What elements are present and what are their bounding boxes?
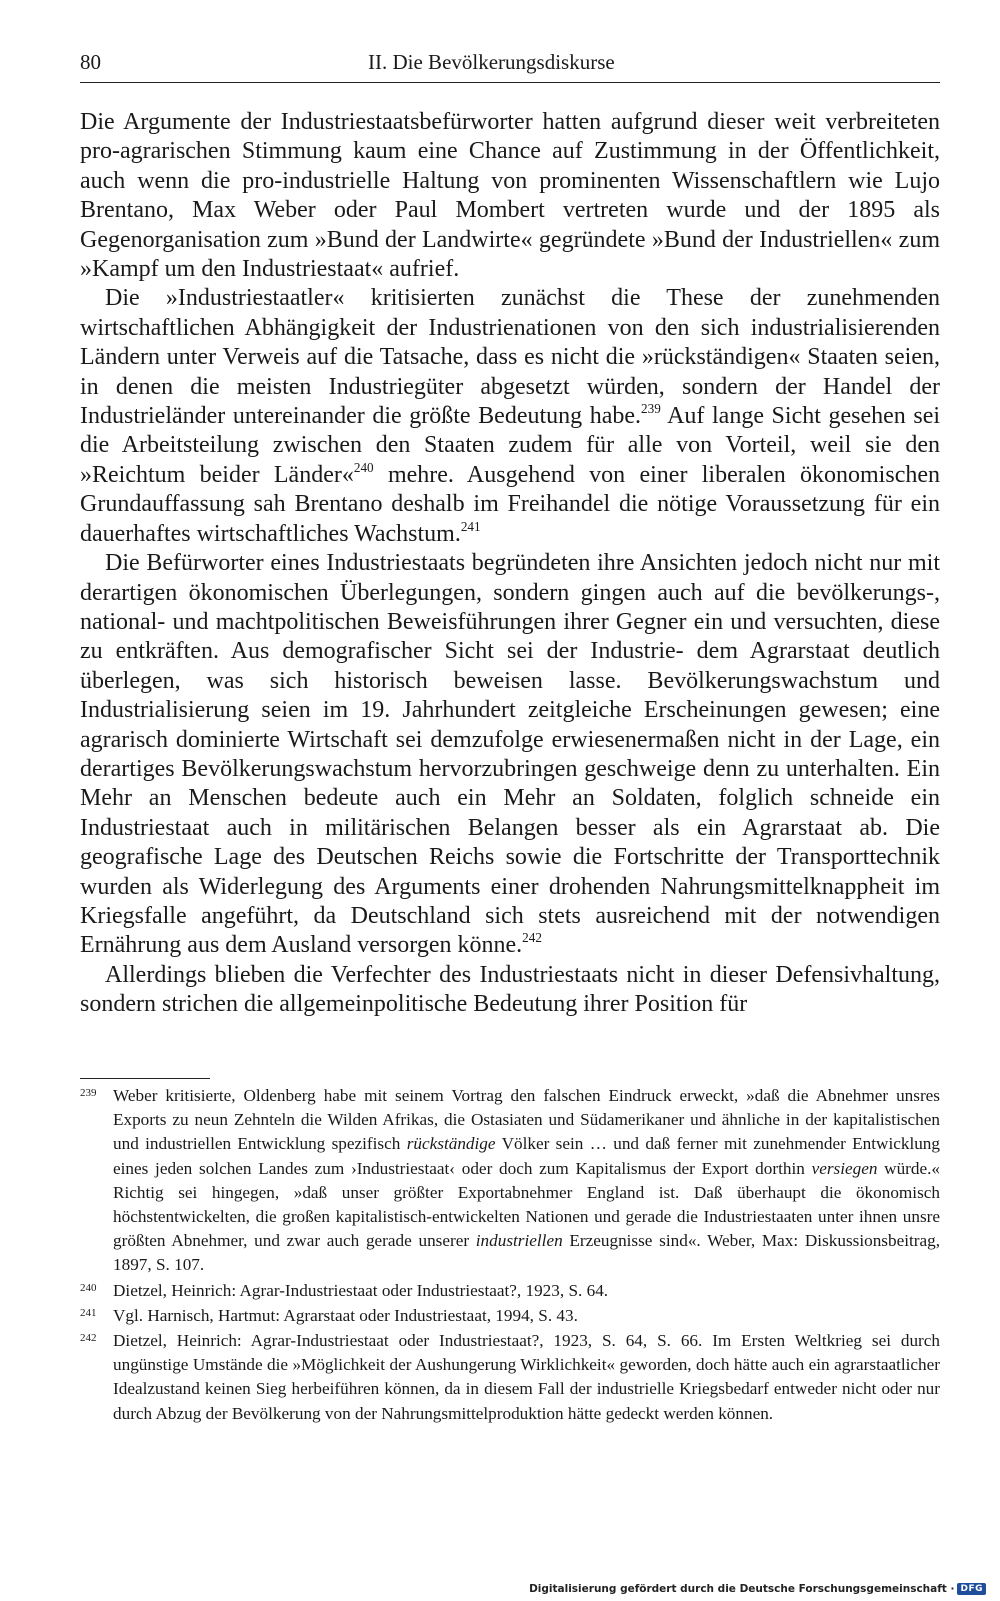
text-run: Die Argumente der Industriestaatsbefürworter hatten aufgrund dieser weit verbreiteten pro-agrarischen Stimmung kaum eine Chance auf Zustimmung in der Öffentlichkeit, auch wenn die pro-industrielle Haltung von prominenten Wissenschaftlern wie Lujo Brentano, Max Weber oder Paul Mombert vertreten wurde und der 1895 als Gegenorganisation zum »Bund der Landwirte« gegründete »Bund der Industriellen« zum »Kampf um den Industriestaat« aufrief. (80, 109, 940, 283)
text-run: Allerdings blieben die Verfechter des Industriestaats nicht in dieser Defensivhaltung, sondern strichen die allgemeinpolitische Bedeutung ihrer Position für (80, 961, 940, 1018)
text-run: mehre. Ausgehend von einer liberalen ökonomischen Grundauffassung sah Brentano deshalb im Freihandel die nötige Voraussetzung für ein dauerhaftes wirtschaftliches Wachstum. (80, 461, 940, 547)
emphasized-text: rückständige (406, 1134, 496, 1154)
footnote-rule (80, 1078, 210, 1079)
text-run: Die Befürworter eines Industriestaats begründeten ihre Ansichten jedoch nicht nur mit derartigen ökonomischen Überlegungen, sondern gingen auch auf die bevölkerungs-, national- und machtpolitischen Beweisführungen ihrer Gegner ein und versuchten, diese zu entkräften. Aus demografischer Sicht sei der Industrie- dem Agrarstaat deutlich überlegen, was sich historisch beweisen lasse. Bevölkerungswachstum und Industrialisierung seien im 19. Jahrhundert zeitgleiche Erscheinungen gewesen; eine agrarisch dominierte Wirtschaft sei demzufolge erwiesenermaßen nicht in der Lage, ein derartiges Bevölkerungswachstum hervorzubringen geschweige denn zu unterhalten. Ein Mehr an Menschen bedeute auch ein Mehr an Soldaten, folglich schneide ein Industriestaat auch in militärischen Belangen besser als ein Agrarstaat ab. Die geografische Lage des Deutschen Reichs sowie die Fortschritte der Transporttechnik wurden als Widerlegung des Arguments einer drohenden Nahrungsmittelknappheit im Kriegsfalle angeführt, da Deutschland sich stets ausreichend mit der notwendigen Ernährung aus dem Ausland versorgen könne. (80, 550, 940, 959)
footnote-text (113, 1331, 940, 1423)
footnote-text (113, 1281, 608, 1300)
footnote (80, 1329, 940, 1426)
footnote-reference: 240 (353, 459, 374, 475)
digitization-credit (529, 1583, 986, 1595)
dfg-logo-icon: DFG (957, 1583, 986, 1595)
text-run: Dietzel, Heinrich: Agrar-Industriestaat oder Industriestaat?, 1923, S. 64. (113, 1280, 609, 1300)
footnote-text (113, 1306, 578, 1325)
footnote (80, 1304, 940, 1328)
footnote-text (113, 1086, 940, 1274)
footnote (80, 1279, 940, 1303)
paragraph (80, 284, 940, 549)
emphasized-text: industriellen (475, 1231, 563, 1251)
text-run: würde.« Richtig sei hingegen, »daß unser größter Exportabnehmer England ist. Daß überhaupt die ökonomisch höchstentwickelten, die großen kapitalistisch-entwickelten Nationen und gerade die Industriestaaten unter ihnen unsre größten Abnehmer, und zwar auch gerade unserer (113, 1158, 941, 1251)
running-head (80, 50, 940, 83)
page-number: 80 (80, 50, 101, 74)
footnote-reference: 242 (522, 930, 542, 946)
paragraph (80, 549, 940, 961)
paragraph (80, 108, 940, 284)
text-run: Vgl. Harnisch, Hartmut: Agrarstaat oder Industriestaat, 1994, S. 43. (113, 1305, 578, 1325)
text-run: Dietzel, Heinrich: Agrar-Industriestaat oder Industriestaat?, 1923, S. 64, S. 66. Im Ersten Weltkrieg sei durch ungünstige Umstände die »Möglichkeit der Aushungerung Wirklichkeit« geworden, doch hätte auch ein agrarstaatlicher Idealzustand keinen Sieg herbeiführen können, da in diesem Fall der industrielle Kriegsbedarf entweder nicht oder nur durch Abzug der Bevölkerung von der Nahrungsmittelproduktion hätte gedeckt werden können. (113, 1331, 940, 1423)
main-text (80, 108, 940, 1020)
paragraph (80, 961, 940, 1020)
footnotes (80, 1084, 940, 1427)
text-run: Erzeugnisse sind«. Weber, Max: Diskussionsbeitrag, 1897, S. 107. (113, 1231, 940, 1275)
footnote (80, 1084, 940, 1278)
footnote-number: 240 (80, 1281, 97, 1294)
text-run: Weber kritisierte, Oldenberg habe mit seinem Vortrag den falschen Eindruck erweckt, »daß die Abnehmer unsres Exports zu neun Zehnteln die Wilden Afrikas, die Ostasiaten und Südamerikaner und ähnliche in der kapitalistischen und industriellen Entwicklung spezifisch (113, 1086, 940, 1154)
footnote-number: 241 (80, 1306, 97, 1319)
footnote-reference: 241 (460, 518, 481, 534)
footnote-number: 239 (80, 1087, 97, 1099)
running-head-title: II. Die Bevölkerungsdiskurse (368, 50, 615, 74)
footnote-number: 242 (80, 1332, 97, 1345)
text-run: Die »Industriestaatler« kritisierten zunächst die These der zunehmenden wirtschaftlichen Abhängigkeit der Industrienationen von den sich industrialisierenden Ländern unter Verweis auf die Tatsache, dass es nicht die »rückständigen« Staaten seien, in denen die meisten Industriegüter abgesetzt würden, sondern der Handel der Industrieländer untereinander die größte Bedeutung habe. (80, 285, 940, 430)
emphasized-text: versiegen (811, 1158, 878, 1178)
text-run: Völker sein … und daß ferner mit zunehmender Entwicklung eines jeden solchen Landes zum ›Industriestaat‹ oder doch zum Kapitalismus der Export dorthin (113, 1134, 940, 1178)
credit-text: Digitalisierung gefördert durch die Deutsche Forschungsgemeinschaft · (529, 1583, 955, 1595)
footnote-reference: 239 (641, 401, 661, 417)
text-run: Auf lange Sicht gesehen sei die Arbeitsteilung zwischen den Staaten zudem für alle von Vorteil, weil sie den »Reichtum beider Länder« (80, 403, 941, 488)
